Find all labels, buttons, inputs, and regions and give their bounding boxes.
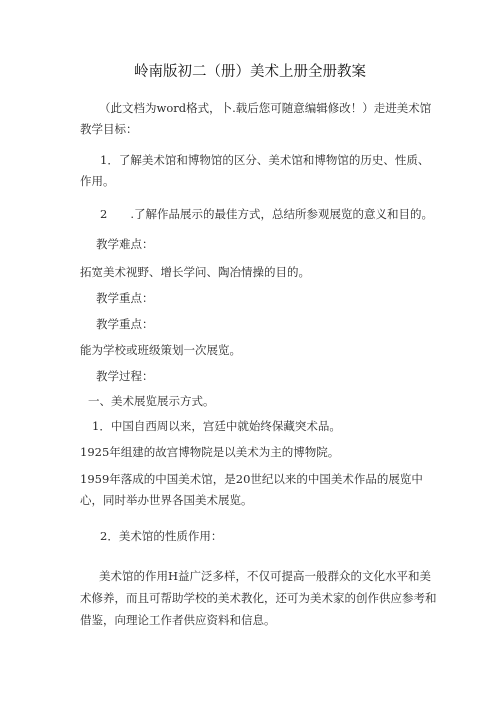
objective-1: 1．了解美术馆和博物馆的区分、美术馆和博物馆的历史、性质、作用。 (80, 153, 430, 188)
document-title: 岭南版初二（册）美术上册全册教案 (134, 64, 366, 80)
focus-content: 能为学校或班级策划一次展览。 (80, 343, 241, 357)
history-point-3: 1959年落成的中国美术馆，是20世纪以来的中国美术作品的展览中心，同时举办世界各国美术展览。 (80, 472, 423, 507)
focus-heading-2: 教学重点： (96, 317, 154, 331)
focus-heading-1: 教学重点： (96, 291, 154, 305)
difficulty-content: 拓宽美术视野、增长学问、陶冶情操的目的。 (80, 265, 310, 279)
objective-2: 2 .了解作品展示的最佳方式，总结所参观展览的意义和目的。 (100, 207, 433, 221)
process-heading: 教学过程： (96, 369, 154, 383)
section-2-heading: 2．美术馆的性质作用： (100, 529, 223, 543)
difficulty-heading: 教学难点： (96, 237, 154, 251)
section-1-heading: 一、美术展览展示方式。 (88, 394, 215, 408)
museum-role-paragraph: 美术馆的作用H益广泛多样，不仅可提高一般群众的文化水平和美术修养，而且可帮助学校的美术教化，还可为美术家的创作供应参考和借鉴，向理论工作者供应资料和信息。 (80, 569, 437, 627)
intro-paragraph: （此文档为word格式，卜.载后您可随意编辑修改！）走进美术馆教学目标： (80, 101, 432, 136)
history-point-2: 1925年组建的故宫博物院是以美术为主的博物院。 (80, 445, 340, 459)
history-point-1: 1．中国自西周以来，宫廷中就始终保藏突术品。 (92, 419, 341, 433)
